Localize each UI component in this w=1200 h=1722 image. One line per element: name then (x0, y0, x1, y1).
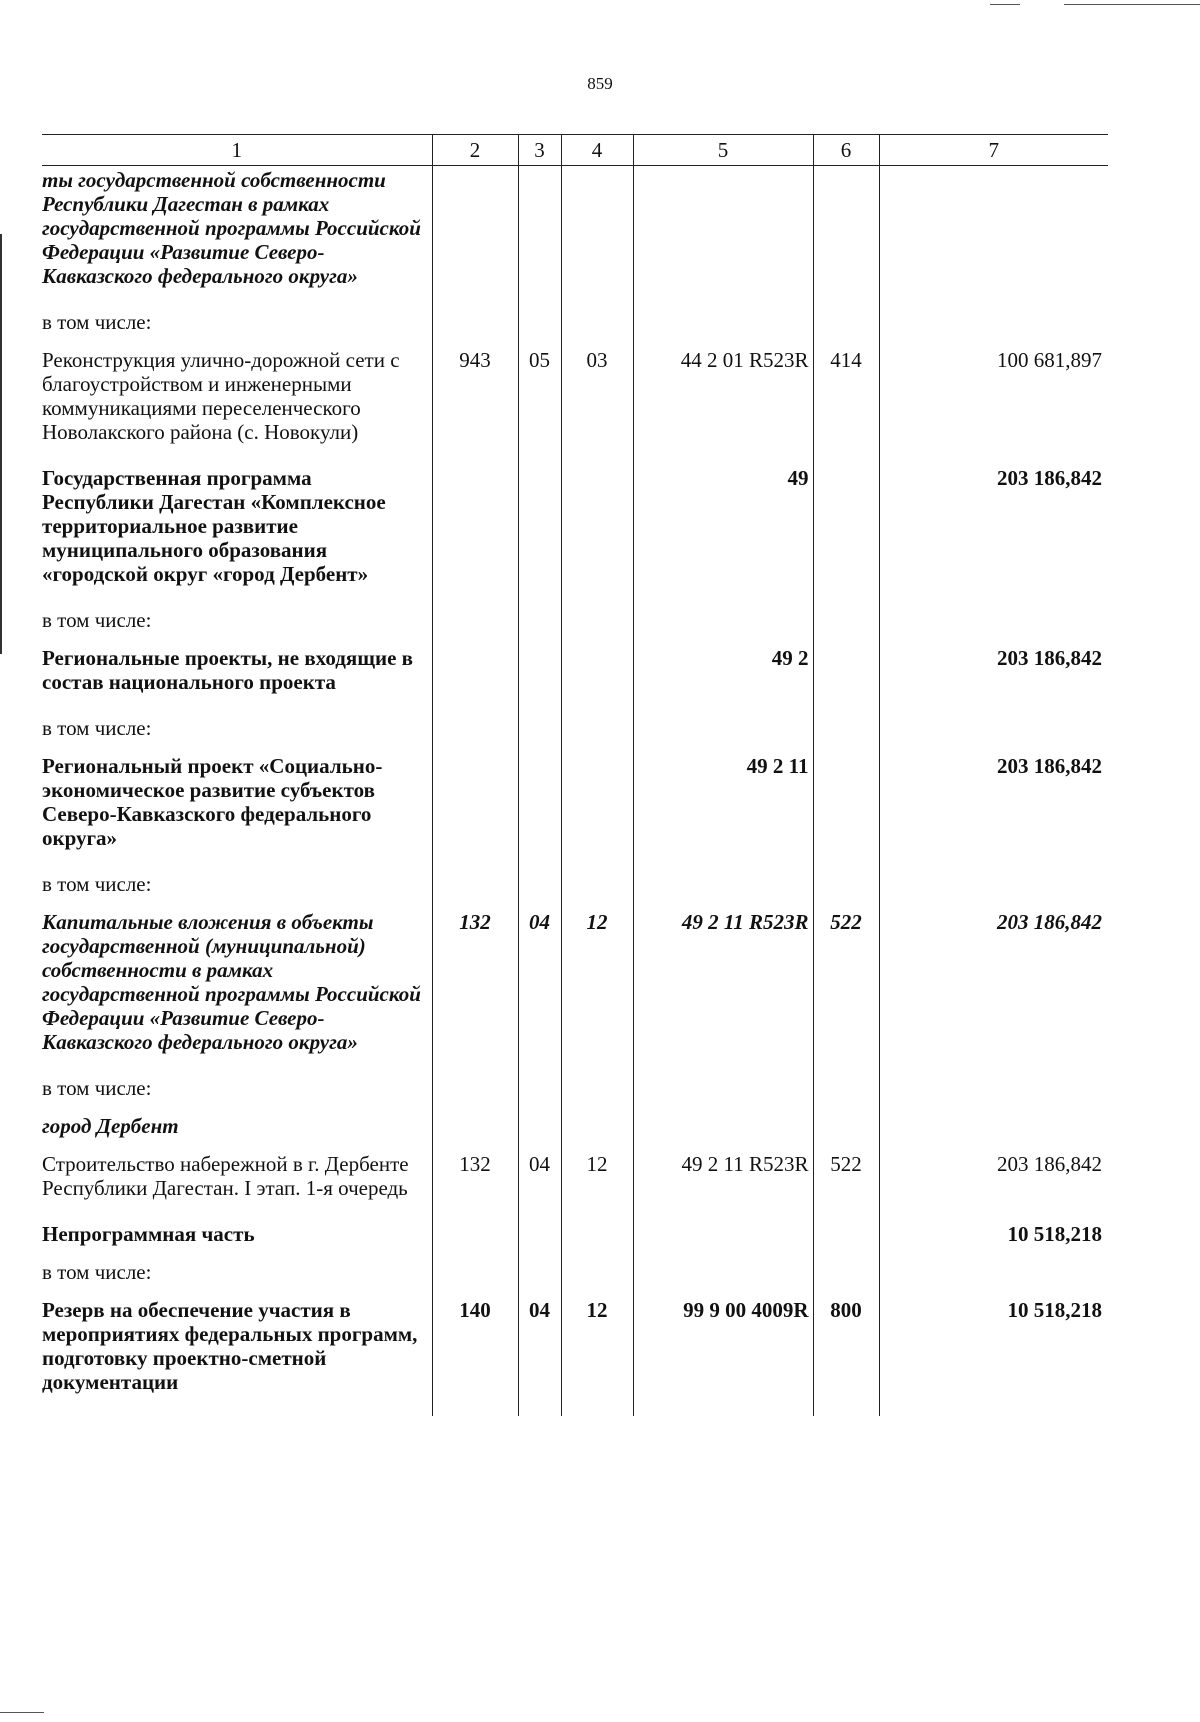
section-cell (518, 716, 561, 754)
subsection-cell (561, 1222, 633, 1260)
expense-type-cell (813, 1076, 879, 1114)
target-article-cell: 49 2 11 R523R (633, 1152, 813, 1222)
item-name-cell: Государственная программа Республики Дагестан «Комплексное территориальное развитие муниципального образования «городской округ «город Дербент» (42, 466, 432, 608)
table-row (42, 1114, 1108, 1152)
subsection-cell (561, 466, 633, 608)
table-body (42, 166, 1108, 1417)
budget-table (42, 134, 1108, 1416)
expense-type-cell (813, 1114, 879, 1152)
page-number: 859 (587, 74, 613, 93)
amount-cell: 100 681,897 (879, 348, 1108, 466)
expense-type-cell (813, 166, 879, 311)
amount-cell (879, 1114, 1108, 1152)
section-cell (518, 310, 561, 348)
amount-cell (879, 872, 1108, 910)
scan-edge-mark (0, 234, 2, 654)
expense-type-cell (813, 754, 879, 872)
subsection-cell (561, 1260, 633, 1298)
admin-code-cell: 132 (432, 910, 518, 1076)
amount-cell: 10 518,218 (879, 1298, 1108, 1416)
item-name-cell: Региональный проект «Социально-экономическое развитие субъектов Северо-Кавказского федерального округа» (42, 754, 432, 872)
amount-cell: 203 186,842 (879, 754, 1108, 872)
subsection-cell: 12 (561, 1152, 633, 1222)
item-name-cell: Строительство набережной в г. Дербенте Республики Дагестан. I этап. 1-я очередь (42, 1152, 432, 1222)
section-cell (518, 466, 561, 608)
expense-type-cell (813, 1260, 879, 1298)
admin-code-cell: 140 (432, 1298, 518, 1416)
target-article-cell (633, 310, 813, 348)
admin-code-cell (432, 716, 518, 754)
target-article-cell: 49 2 (633, 646, 813, 716)
subsection-cell (561, 1076, 633, 1114)
table-row (42, 1152, 1108, 1222)
column-header: 6 (813, 135, 879, 166)
target-article-cell (633, 166, 813, 311)
section-cell (518, 646, 561, 716)
item-name-cell: в том числе: (42, 716, 432, 754)
admin-code-cell (432, 1114, 518, 1152)
column-header: 1 (42, 135, 432, 166)
expense-type-cell (813, 310, 879, 348)
top-edge-rule (990, 4, 1020, 5)
column-header: 7 (879, 135, 1108, 166)
item-name-cell: Непрограммная часть (42, 1222, 432, 1260)
amount-cell (879, 166, 1108, 311)
amount-cell (879, 1076, 1108, 1114)
section-cell (518, 166, 561, 311)
section-cell (518, 754, 561, 872)
section-cell (518, 1114, 561, 1152)
section-cell: 04 (518, 1152, 561, 1222)
target-article-cell (633, 716, 813, 754)
subsection-cell (561, 166, 633, 311)
subsection-cell (561, 646, 633, 716)
table-row (42, 466, 1108, 608)
admin-code-cell: 943 (432, 348, 518, 466)
expense-type-cell (813, 646, 879, 716)
subsection-cell (561, 608, 633, 646)
admin-code-cell (432, 166, 518, 311)
target-article-cell (633, 1222, 813, 1260)
bottom-edge-rule (0, 1712, 44, 1713)
section-cell: 04 (518, 1298, 561, 1416)
admin-code-cell (432, 608, 518, 646)
admin-code-cell (432, 1222, 518, 1260)
amount-cell: 10 518,218 (879, 1222, 1108, 1260)
item-name-cell: Реконструкция улично-дорожной сети с благоустройством и инженерными коммуникациями переселенческого Новолакского района (с. Новокули) (42, 348, 432, 466)
admin-code-cell (432, 310, 518, 348)
subsection-cell (561, 716, 633, 754)
expense-type-cell (813, 466, 879, 608)
section-cell (518, 1076, 561, 1114)
amount-cell (879, 716, 1108, 754)
table-row (42, 646, 1108, 716)
amount-cell: 203 186,842 (879, 1152, 1108, 1222)
subsection-cell: 03 (561, 348, 633, 466)
admin-code-cell (432, 754, 518, 872)
table-row (42, 1260, 1108, 1298)
target-article-cell (633, 608, 813, 646)
admin-code-cell (432, 646, 518, 716)
item-name-cell: в том числе: (42, 1076, 432, 1114)
admin-code-cell (432, 1076, 518, 1114)
amount-cell (879, 1260, 1108, 1298)
target-article-cell (633, 1260, 813, 1298)
subsection-cell: 12 (561, 910, 633, 1076)
expense-type-cell (813, 716, 879, 754)
expense-type-cell: 800 (813, 1298, 879, 1416)
item-name-cell: в том числе: (42, 310, 432, 348)
subsection-cell (561, 1114, 633, 1152)
table-row (42, 754, 1108, 872)
expense-type-cell: 414 (813, 348, 879, 466)
table-row (42, 608, 1108, 646)
expense-type-cell: 522 (813, 1152, 879, 1222)
admin-code-cell (432, 872, 518, 910)
target-article-cell: 44 2 01 R523R (633, 348, 813, 466)
item-name-cell: в том числе: (42, 872, 432, 910)
subsection-cell (561, 310, 633, 348)
section-cell (518, 1222, 561, 1260)
section-cell: 05 (518, 348, 561, 466)
expense-type-cell (813, 872, 879, 910)
table-row (42, 1298, 1108, 1416)
subsection-cell (561, 754, 633, 872)
target-article-cell: 49 (633, 466, 813, 608)
item-name-cell: Резерв на обеспечение участия в мероприятиях федеральных программ, подготовку проектно-сметной документации (42, 1298, 432, 1416)
admin-code-cell (432, 1260, 518, 1298)
section-cell (518, 872, 561, 910)
target-article-cell (633, 1076, 813, 1114)
amount-cell (879, 310, 1108, 348)
target-article-cell (633, 1114, 813, 1152)
table-row (42, 166, 1108, 311)
expense-type-cell: 522 (813, 910, 879, 1076)
table-row (42, 348, 1108, 466)
admin-code-cell: 132 (432, 1152, 518, 1222)
item-name-cell: Капитальные вложения в объекты государственной (муниципальной) собственности в рамках государственной программы Российской Федерации «Развитие Северо-Кавказского федерального округа» (42, 910, 432, 1076)
item-name-cell: Региональные проекты, не входящие в состав национального проекта (42, 646, 432, 716)
item-name-cell: ты государственной собственности Республики Дагестан в рамках государственной программы Российской Федерации «Развитие Северо-Кавказского федерального округа» (42, 166, 432, 311)
column-header: 4 (561, 135, 633, 166)
item-name-cell: в том числе: (42, 608, 432, 646)
table-row (42, 1076, 1108, 1114)
section-cell (518, 608, 561, 646)
table-row (42, 310, 1108, 348)
column-header: 5 (633, 135, 813, 166)
expense-type-cell (813, 1222, 879, 1260)
top-edge-rule (1064, 4, 1200, 5)
target-article-cell: 99 9 00 4009R (633, 1298, 813, 1416)
admin-code-cell (432, 466, 518, 608)
expense-type-cell (813, 608, 879, 646)
section-cell: 04 (518, 910, 561, 1076)
column-number-header (42, 135, 1108, 166)
amount-cell (879, 608, 1108, 646)
item-name-cell: в том числе: (42, 1260, 432, 1298)
section-cell (518, 1260, 561, 1298)
table-row (42, 716, 1108, 754)
subsection-cell: 12 (561, 1298, 633, 1416)
table-row (42, 872, 1108, 910)
amount-cell: 203 186,842 (879, 466, 1108, 608)
table-row (42, 910, 1108, 1076)
target-article-cell: 49 2 11 R523R (633, 910, 813, 1076)
amount-cell: 203 186,842 (879, 910, 1108, 1076)
column-header: 2 (432, 135, 518, 166)
item-name-cell: город Дербент (42, 1114, 432, 1152)
target-article-cell (633, 872, 813, 910)
target-article-cell: 49 2 11 (633, 754, 813, 872)
table-row (42, 1222, 1108, 1260)
column-header: 3 (518, 135, 561, 166)
amount-cell: 203 186,842 (879, 646, 1108, 716)
subsection-cell (561, 872, 633, 910)
